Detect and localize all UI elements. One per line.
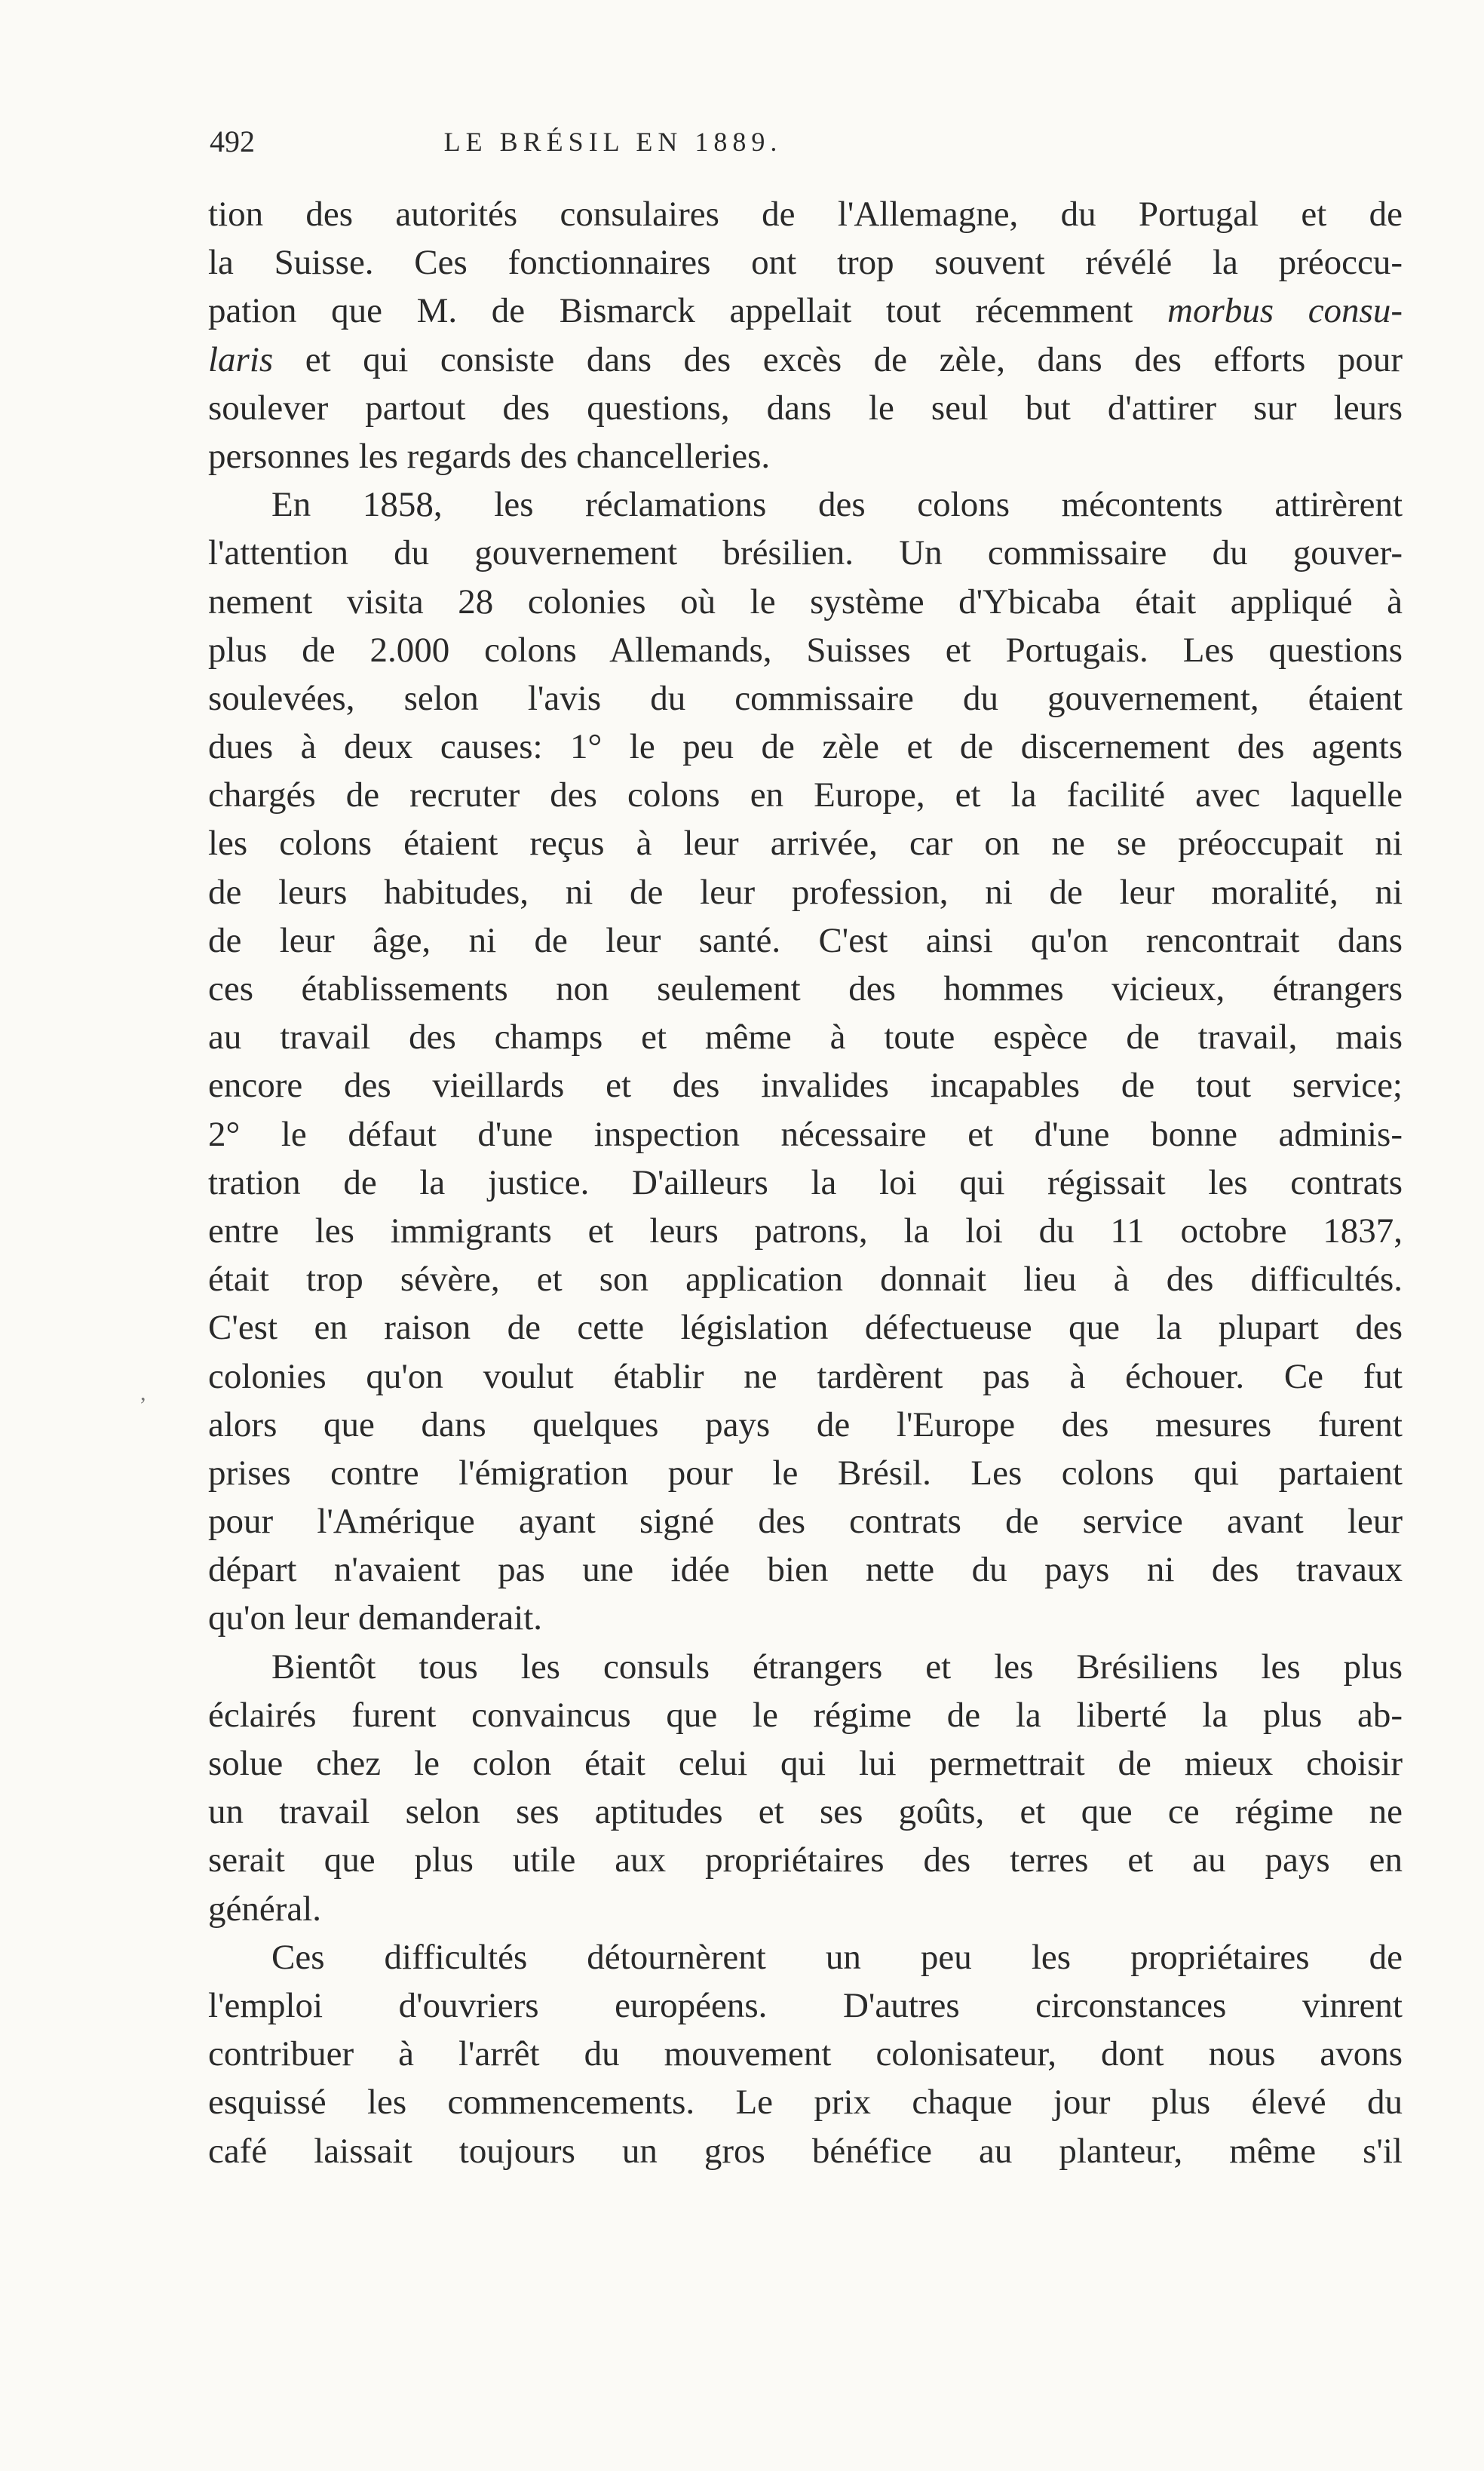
text-line: les colons étaient reçus à leur arrivée, car on ne se préoccupait ni (208, 824, 1403, 864)
text-line: soulever partout des questions, dans le seul but d'attirer sur leurs (208, 388, 1403, 428)
text-line: pour l'Amérique ayant signé des contrats de service avant leur (208, 1502, 1403, 1542)
text-line: serait que plus utile aux propriétaires des terres et au pays en (208, 1840, 1403, 1880)
text-line: nement visita 28 colonies où le système d'Ybicaba était appliqué à (208, 582, 1403, 622)
text-line: de leur âge, ni de leur santé. C'est ainsi qu'on rencontrait dans (208, 920, 1403, 960)
text-line: tion des autorités consulaires de l'Allemagne, du Portugal et de (208, 195, 1403, 234)
text-line: entre les immigrants et leurs patrons, la loi du 11 octobre 1837, (208, 1211, 1403, 1251)
text-line: qu'on leur demanderait. (208, 1598, 543, 1638)
text-line: dues à deux causes: 1° le peu de zèle et de discernement des agents (208, 727, 1403, 767)
text-line: contribuer à l'arrêt du mouvement colonisateur, dont nous avons (208, 2034, 1403, 2074)
text-line: 2° le défaut d'une inspection nécessaire et d'une bonne adminis- (208, 1114, 1403, 1154)
text-line: ces établissements non seulement des hommes vicieux, étrangers (208, 969, 1403, 1008)
text-line: pation que M. de Bismarck appellait tout récemment morbus consu- (208, 291, 1403, 331)
margin-mark: , (140, 1380, 146, 1405)
text-line: de leurs habitudes, ni de leur profession, ni de leur moralité, ni (208, 872, 1403, 912)
text-line: un travail selon ses aptitudes et ses goûts, et que ce régime ne (208, 1792, 1403, 1832)
text-line: alors que dans quelques pays de l'Europe des mesures furent (208, 1404, 1403, 1444)
text-line: l'emploi d'ouvriers européens. D'autres circonstances vinrent (208, 1985, 1403, 2025)
text-line: la Suisse. Ces fonctionnaires ont trop souvent révélé la préoccu- (208, 243, 1403, 283)
text-line: éclairés furent convaincus que le régime de la liberté la plus ab- (208, 1695, 1403, 1735)
italic-phrase: morbus consu- (1167, 291, 1403, 331)
paragraph-start-line: En 1858, les réclamations des colons mécontents attirèrent (271, 485, 1403, 525)
text-line: plus de 2.000 colons Allemands, Suisses et Portugais. Les questions (208, 630, 1403, 670)
body-text (208, 190, 1403, 2175)
text-line: général. (208, 1889, 322, 1929)
text-line: café laissait toujours un gros bénéfice au planteur, même s'il (208, 2131, 1403, 2171)
text-line: esquissé les commencements. Le prix chaque jour plus élevé du (208, 2083, 1403, 2123)
text-line: soulevées, selon l'avis du commissaire du gouvernement, étaient (208, 678, 1403, 718)
page-number: 492 (210, 124, 255, 158)
text-line: colonies qu'on voulut établir ne tardèrent pas à échouer. Ce fut (208, 1356, 1403, 1396)
text-line: C'est en raison de cette législation défectueuse que la plupart des (208, 1308, 1403, 1348)
paragraph-start-line: Bientôt tous les consuls étrangers et les Brésiliens les plus (271, 1647, 1403, 1687)
text-line: départ n'avaient pas une idée bien nette du pays ni des travaux (208, 1550, 1403, 1590)
running-title: LE BRÉSIL EN 1889. (443, 127, 783, 157)
text-line: l'attention du gouvernement brésilien. Un commissaire du gouver- (208, 533, 1403, 573)
text-line: tration de la justice. D'ailleurs la loi qui régissait les contrats (208, 1162, 1403, 1202)
italic-phrase: laris (208, 339, 274, 379)
text-line: encore des vieillards et des invalides incapables de tout service; (208, 1066, 1403, 1106)
text-line: personnes les regards des chancelleries. (208, 436, 771, 476)
text-line: était trop sévère, et son application donnait lieu à des difficultés. (208, 1260, 1403, 1300)
running-head (210, 119, 1016, 164)
paragraph-start-line: Ces difficultés détournèrent un peu les propriétaires de (271, 1937, 1403, 1977)
text-line: prises contre l'émigration pour le Brésil. Les colons qui partaient (208, 1453, 1403, 1493)
text-line: laris et qui consiste dans des excès de zèle, dans des efforts pour (208, 339, 1403, 379)
text-line: chargés de recruter des colons en Europe, et la facilité avec laquelle (208, 775, 1403, 815)
text-line: au travail des champs et même à toute espèce de travail, mais (208, 1018, 1403, 1057)
text-line: solue chez le colon était celui qui lui permettrait de mieux choisir (208, 1744, 1403, 1783)
